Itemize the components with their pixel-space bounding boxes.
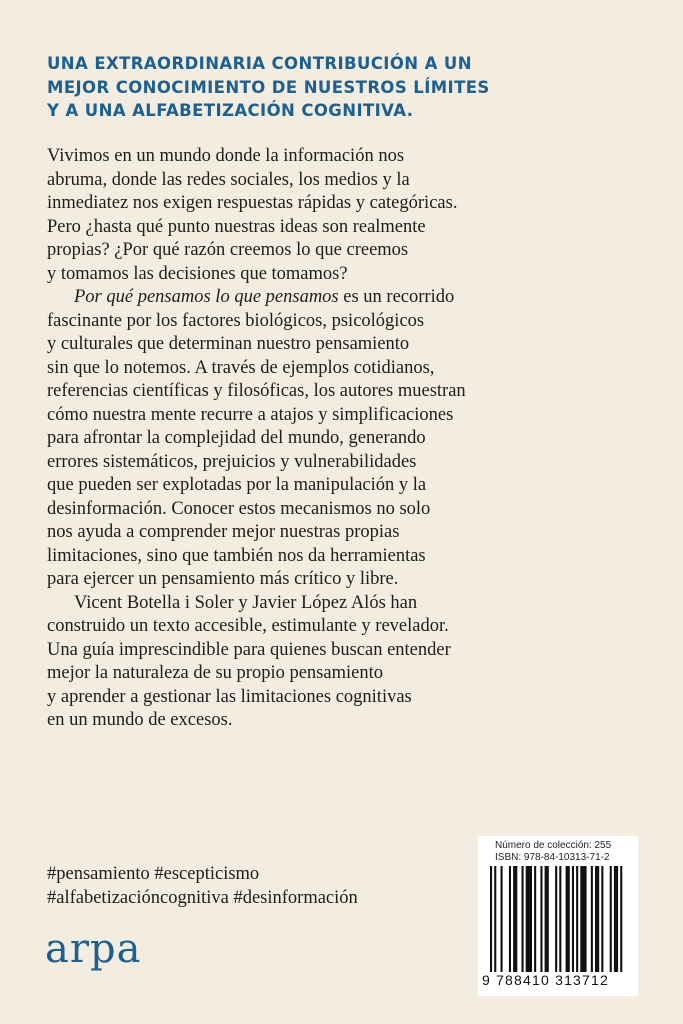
synopsis-line: Pero ¿hasta qué punto nuestras ideas son realmente — [47, 216, 426, 237]
synopsis-line: en un mundo de excesos. — [47, 710, 233, 730]
hashtags — [47, 862, 358, 910]
synopsis — [47, 145, 667, 733]
synopsis-line: referencias científicas y filosóficas, los autores muestran — [47, 381, 466, 401]
synopsis-line: Una guía imprescindible para quienes buscan entender — [47, 639, 451, 660]
headline-line: MEJOR CONOCIMIENTO DE NUESTROS LÍMITES — [47, 77, 490, 97]
synopsis-line: y aprender a gestionar las limitaciones cognitivas — [47, 686, 412, 707]
synopsis-line: y tomamos las decisiones que tomamos? — [47, 263, 348, 284]
synopsis-line: Vicent Botella i Soler y Javier López Alós han — [74, 592, 418, 613]
synopsis-line: mejor la naturaleza de su propio pensamiento — [47, 663, 383, 683]
synopsis-line: limitaciones, sino que también nos da herramientas — [47, 545, 426, 566]
synopsis-line: inmediatez nos exigen respuestas rápidas y categóricas. — [47, 193, 458, 213]
synopsis-line: nos ayuda a comprender mejor nuestras propias — [47, 522, 400, 542]
synopsis-line: Vivimos en un mundo donde la información nos — [47, 146, 405, 166]
barcode-meta — [495, 840, 611, 864]
synopsis-line: desinformación. Conocer estos mecanismos no solo — [47, 498, 431, 519]
isbn-text: ISBN: 978-84-10313-71-2 — [495, 852, 610, 863]
synopsis-line: cómo nuestra mente recurre a atajos y simplificaciones — [47, 404, 454, 425]
hashtag-line: #pensamiento #escepticismo — [47, 864, 260, 884]
hashtag-line: #alfabetizacióncognitiva #desinformación — [47, 888, 358, 908]
synopsis-line: para afrontar la complejidad del mundo, generando — [47, 428, 426, 448]
synopsis-line: para ejercer un pensamiento más crítico y libre. — [47, 569, 399, 589]
book-title-italic: Por qué pensamos lo que pensamos — [74, 287, 339, 307]
barcode-icon — [486, 866, 630, 972]
synopsis-line: construido un texto accesible, estimulante y revelador. — [47, 616, 449, 636]
synopsis-line: propias? ¿Por qué razón creemos lo que creemos — [47, 240, 409, 260]
publisher-logo: arpa — [45, 926, 142, 972]
synopsis-line: que pueden ser explotadas por la manipulación y la — [47, 475, 427, 495]
synopsis-line: errores sistemáticos, prejuicios y vulnerabilidades — [47, 451, 417, 472]
barcode-digits: 9 788410 313712 — [482, 972, 609, 988]
headline-line: Y A UNA ALFABETIZACIÓN COGNITIVA. — [47, 101, 414, 120]
collection-number: Número de colección: 255 — [495, 840, 612, 851]
headline-line: UNA EXTRAORDINARIA CONTRIBUCIÓN A UN — [47, 54, 472, 73]
synopsis-line: sin que lo notemos. A través de ejemplos cotidianos, — [47, 357, 435, 378]
headline — [47, 52, 647, 123]
synopsis-line: fascinante por los factores biológicos, psicológicos — [47, 310, 425, 331]
synopsis-line: y culturales que determinan nuestro pensamiento — [47, 334, 410, 354]
synopsis-line: abruma, donde las redes sociales, los medios y la — [47, 169, 410, 190]
barcode-panel — [478, 836, 638, 996]
synopsis-line-rest: es un recorrido — [338, 287, 455, 307]
synopsis-line — [47, 286, 667, 310]
